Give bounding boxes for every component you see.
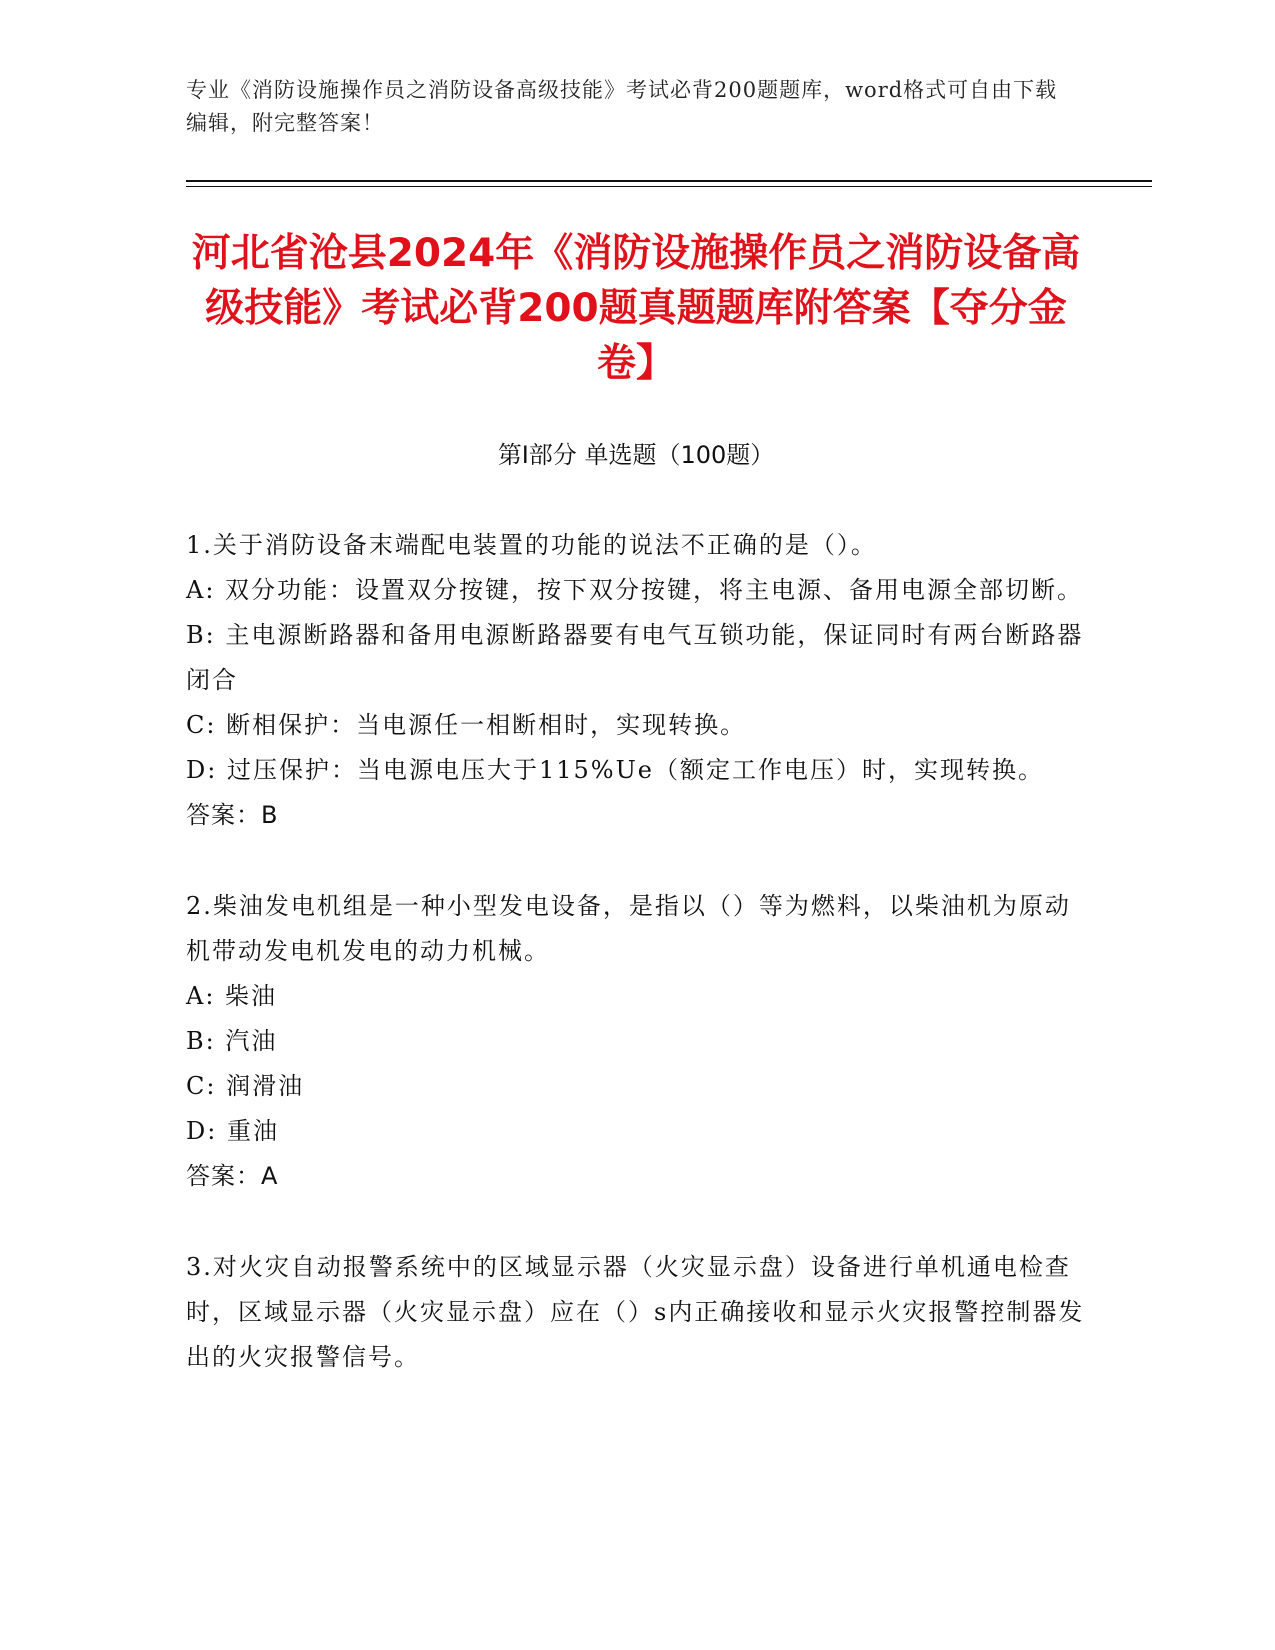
section-heading: 第Ⅰ部分 单选题（100题） — [497, 441, 775, 469]
option-c: C: 润滑油 — [186, 1072, 305, 1100]
question-list — [186, 523, 1086, 1426]
question-1 — [186, 523, 1086, 838]
option-b: B: 汽油 — [186, 1027, 278, 1055]
option-d: D: 过压保护：当电源电压大于115%Ue（额定工作电压）时，实现转换。 — [186, 756, 1044, 784]
option-d: D: 重油 — [186, 1117, 279, 1145]
header-note: 专业《消防设施操作员之消防设备高级技能》考试必背200题题库，word格式可自由下载编辑，附完整答案！ — [186, 78, 1058, 135]
option-b: B: 主电源断路器和备用电源断路器要有电气互锁功能，保证同时有两台断路器闭合 — [186, 621, 1084, 694]
answer: 答案：A — [186, 1162, 279, 1190]
answer: 答案：B — [186, 801, 279, 829]
option-a: A: 双分功能：设置双分按键，按下双分按键，将主电源、备用电源全部切断。 — [186, 576, 1084, 604]
question-stem: 1.关于消防设备末端配电装置的功能的说法不正确的是（）。 — [186, 531, 877, 559]
header-rule-thick — [186, 180, 1152, 182]
document-title: 河北省沧县2024年《消防设施操作员之消防设备高级技能》考试必背200题真题题库附答案【夺分金卷】 — [191, 231, 1081, 386]
question-stem: 2.柴油发电机组是一种小型发电设备，是指以（）等为燃料，以柴油机为原动机带动发电机发电的动力机械。 — [186, 892, 1071, 965]
option-c: C: 断相保护：当电源任一相断相时，实现转换。 — [186, 711, 747, 739]
option-a: A: 柴油 — [186, 982, 278, 1010]
question-2 — [186, 884, 1086, 1199]
question-stem: 3.对火灾自动报警系统中的区域显示器（火灾显示盘）设备进行单机通电检查时，区域显示器（火灾显示盘）应在（）s内正确接收和显示火灾报警控制器发出的火灾报警信号。 — [186, 1253, 1085, 1371]
header-rule-thin — [186, 186, 1152, 187]
question-3 — [186, 1245, 1086, 1380]
